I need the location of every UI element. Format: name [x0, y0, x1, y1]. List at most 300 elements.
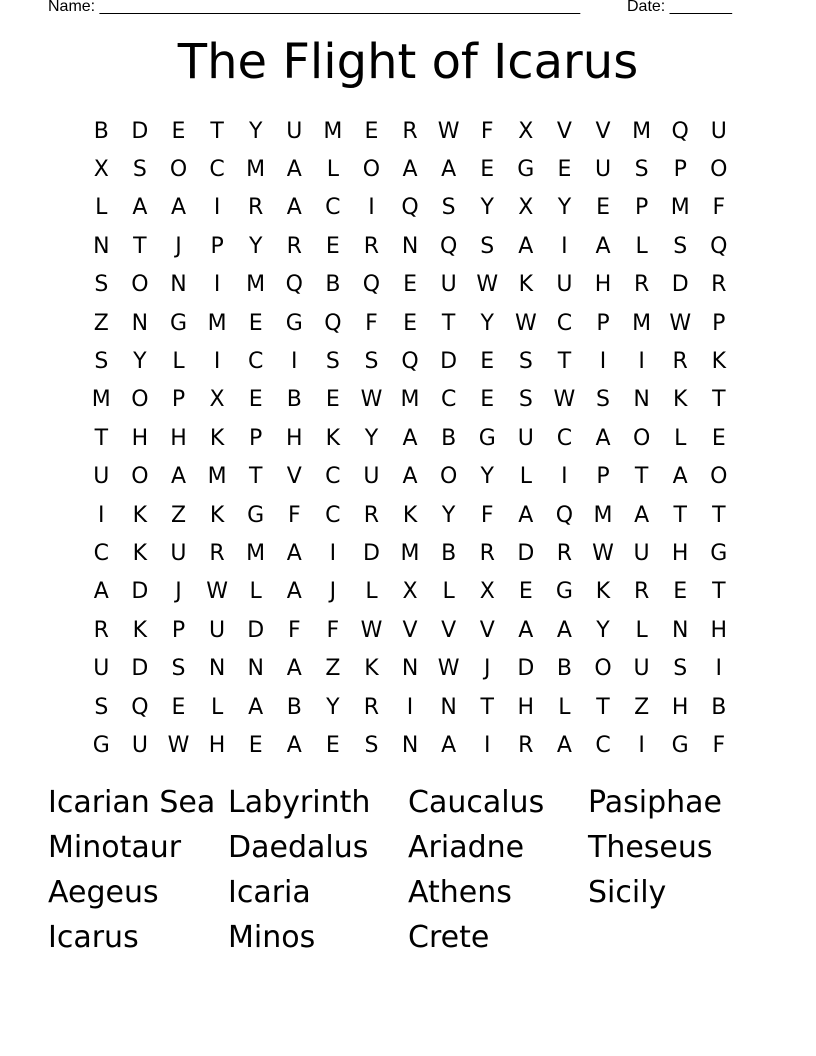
grid-letter: F — [712, 195, 726, 221]
grid-letter: K — [402, 502, 418, 528]
grid-letter: A — [132, 195, 148, 221]
grid-letter: G — [285, 310, 303, 336]
grid-letter: Y — [364, 425, 379, 451]
grid-letter: U — [517, 425, 534, 451]
grid-letter: K — [132, 617, 148, 643]
grid-letter: E — [480, 387, 495, 413]
word-bank-item: Ariadne — [408, 830, 525, 865]
grid-letter: W — [360, 617, 383, 643]
grid-letter: G — [92, 732, 110, 758]
grid-letter: R — [518, 732, 534, 758]
grid-letter: K — [595, 579, 611, 605]
grid-letter: W — [167, 732, 190, 758]
word-bank-item: Crete — [408, 920, 490, 955]
grid-letter: G — [710, 540, 728, 566]
grid-letter: A — [518, 233, 534, 259]
grid-letter: G — [517, 157, 535, 183]
grid-letter: P — [596, 310, 610, 336]
grid-letter: M — [246, 540, 266, 566]
grid-letter: G — [247, 502, 265, 528]
grid-letter: N — [633, 387, 650, 413]
grid-letter: R — [363, 694, 380, 720]
grid-letter: C — [209, 157, 225, 183]
grid-letter: Y — [248, 233, 263, 259]
grid-letter: I — [213, 195, 221, 221]
grid-row — [82, 266, 738, 304]
grid-letter: E — [403, 272, 417, 298]
grid-letter: S — [325, 349, 340, 375]
grid-letter: N — [247, 656, 264, 682]
grid-letter: T — [133, 233, 147, 259]
grid-letter: B — [711, 694, 727, 720]
grid-letter: E — [480, 349, 495, 375]
grid-letter: C — [325, 502, 341, 528]
word-bank-item: Minos — [228, 920, 316, 955]
grid-letter: R — [402, 118, 418, 144]
word-bank-item: Sicily — [588, 875, 667, 910]
grid-letter: E — [325, 387, 340, 413]
grid-letter: L — [326, 157, 339, 183]
grid-letter: D — [131, 656, 149, 682]
grid-letter: Z — [93, 310, 109, 336]
grid-letter: Y — [480, 310, 494, 336]
grid-letter: X — [209, 387, 225, 413]
grid-letter: B — [286, 694, 302, 720]
grid-row — [82, 381, 738, 419]
grid-letter: A — [286, 579, 302, 605]
grid-letter: V — [479, 617, 495, 643]
grid-letter: B — [556, 656, 572, 682]
grid-letter: E — [248, 310, 263, 336]
grid-letter: K — [518, 272, 534, 298]
grid-letter: K — [132, 502, 148, 528]
grid-letter: A — [170, 195, 187, 221]
grid-letter: U — [633, 656, 650, 682]
grid-letter: I — [599, 349, 607, 375]
grid-letter: T — [210, 118, 224, 144]
grid-letter: S — [364, 732, 379, 758]
grid-letter: S — [673, 233, 688, 259]
grid-letter: A — [402, 464, 418, 490]
grid-letter: V — [286, 464, 302, 490]
grid-letter: O — [710, 157, 728, 183]
grid-letter: R — [556, 540, 573, 566]
word-bank-item: Labyrinth — [228, 785, 371, 820]
word-bank-item: Minotaur — [48, 830, 182, 865]
grid-letter: U — [286, 118, 303, 144]
grid-letter: Y — [133, 349, 147, 375]
grid-letter: Q — [710, 233, 728, 259]
grid-letter: T — [94, 425, 109, 451]
grid-row — [82, 227, 738, 265]
grid-letter: F — [287, 617, 301, 643]
grid-letter: U — [93, 464, 110, 490]
grid-letter: O — [131, 464, 149, 490]
grid-letter: S — [596, 387, 610, 413]
grid-letter: E — [518, 579, 533, 605]
grid-letter: X — [479, 579, 495, 605]
page-title: The Flight of Icarus — [177, 34, 639, 90]
grid-letter: Q — [555, 502, 574, 528]
grid-letter: O — [439, 464, 458, 490]
grid-letter: E — [711, 425, 726, 451]
grid-letter: A — [672, 464, 688, 490]
grid-letter: A — [286, 732, 302, 758]
word-search-grid — [82, 112, 738, 765]
grid-letter: S — [480, 233, 495, 259]
grid-letter: A — [595, 233, 611, 259]
grid-letter: K — [132, 540, 148, 566]
grid-letter: E — [403, 310, 417, 336]
grid-letter: U — [209, 617, 226, 643]
grid-letter: O — [131, 272, 149, 298]
grid-letter: N — [93, 233, 110, 259]
grid-letter: A — [286, 157, 302, 183]
grid-letter: L — [95, 195, 108, 221]
grid-letter: I — [638, 732, 645, 758]
grid-letter: A — [441, 732, 457, 758]
grid-letter: A — [441, 157, 457, 183]
grid-letter: F — [287, 502, 301, 528]
grid-row — [82, 342, 738, 380]
grid-letter: R — [479, 540, 495, 566]
grid-letter: W — [553, 387, 576, 413]
grid-letter: J — [175, 233, 182, 259]
grid-letter: L — [635, 617, 648, 643]
grid-letter: H — [285, 425, 303, 451]
grid-letter: E — [248, 387, 263, 413]
grid-letter: M — [207, 310, 227, 336]
grid-letter: Y — [326, 694, 340, 720]
grid-letter: I — [98, 502, 105, 528]
grid-letter: R — [93, 617, 109, 643]
grid-letter: H — [208, 732, 226, 758]
grid-letter: A — [556, 732, 572, 758]
grid-letter: T — [557, 349, 572, 375]
grid-letter: M — [632, 310, 652, 336]
grid-letter: Q — [671, 118, 689, 144]
grid-letter: N — [671, 617, 689, 643]
grid-letter: H — [517, 694, 535, 720]
grid-letter: B — [93, 118, 109, 144]
grid-letter: A — [248, 694, 264, 720]
grid-letter: A — [286, 195, 302, 221]
grid-letter: N — [440, 694, 457, 720]
grid-letter: Q — [401, 195, 419, 221]
word-bank — [48, 780, 768, 960]
grid-letter: S — [518, 349, 533, 375]
grid-letter: A — [518, 617, 534, 643]
grid-letter: E — [325, 233, 340, 259]
grid-letter: Y — [480, 195, 494, 221]
grid-letter: C — [556, 310, 573, 336]
grid-letter: U — [440, 272, 457, 298]
grid-letter: M — [400, 540, 420, 566]
grid-letter: R — [363, 233, 380, 259]
grid-letter: A — [286, 540, 302, 566]
grid-letter: E — [171, 118, 186, 144]
grid-row — [82, 726, 738, 764]
grid-letter: I — [638, 349, 645, 375]
grid-letter: L — [674, 425, 687, 451]
grid-letter: E — [325, 732, 340, 758]
grid-letter: R — [672, 349, 688, 375]
grid-letter: N — [131, 310, 149, 336]
grid-letter: K — [209, 502, 225, 528]
grid-letter: A — [170, 464, 187, 490]
grid-letter: A — [286, 656, 302, 682]
grid-letter: R — [248, 195, 264, 221]
grid-letter: I — [561, 464, 568, 490]
grid-letter: W — [437, 656, 460, 682]
grid-row — [82, 189, 738, 227]
grid-letter: E — [596, 195, 610, 221]
grid-letter: O — [632, 425, 651, 451]
grid-letter: S — [634, 157, 649, 183]
grid-letter: U — [594, 157, 612, 183]
grid-letter: Z — [634, 694, 650, 720]
grid-letter: T — [712, 579, 726, 605]
grid-letter: U — [710, 118, 727, 144]
grid-letter: D — [671, 272, 689, 298]
grid-letter: F — [712, 732, 726, 758]
grid-letter: W — [476, 272, 499, 298]
grid-letter: P — [634, 195, 649, 221]
grid-letter: Y — [557, 195, 572, 221]
grid-letter: I — [368, 195, 375, 221]
grid-letter: J — [175, 579, 182, 605]
grid-letter: C — [556, 425, 573, 451]
grid-row — [82, 534, 738, 572]
grid-letter: U — [363, 464, 380, 490]
grid-row — [82, 419, 738, 457]
grid-letter: G — [169, 310, 188, 336]
grid-letter: M — [323, 118, 343, 144]
grid-letter: X — [93, 157, 109, 183]
grid-letter: I — [213, 349, 221, 375]
grid-letter: Y — [480, 464, 494, 490]
grid-letter: H — [594, 272, 612, 298]
grid-letter: R — [711, 272, 727, 298]
grid-letter: Q — [285, 272, 303, 298]
grid-letter: E — [480, 157, 495, 183]
grid-letter: P — [249, 425, 263, 451]
grid-letter: B — [325, 272, 341, 298]
grid-letter: F — [480, 502, 494, 528]
grid-letter: H — [131, 425, 149, 451]
grid-letter: N — [401, 656, 419, 682]
grid-letter: L — [442, 579, 455, 605]
grid-letter: W — [514, 310, 537, 336]
grid-letter: C — [325, 195, 341, 221]
grid-letter: S — [171, 656, 186, 682]
grid-letter: C — [325, 464, 341, 490]
grid-letter: W — [206, 579, 228, 605]
grid-letter: Y — [441, 502, 456, 528]
grid-letter: H — [170, 425, 187, 451]
grid-letter: R — [363, 502, 380, 528]
grid-letter: H — [710, 617, 728, 643]
grid-letter: O — [362, 157, 381, 183]
grid-letter: U — [93, 656, 110, 682]
grid-letter: Y — [248, 118, 263, 144]
grid-letter: A — [595, 425, 611, 451]
grid-letter: N — [401, 732, 419, 758]
grid-row — [82, 649, 738, 687]
grid-row — [82, 458, 738, 496]
word-bank-item: Aegeus — [48, 875, 159, 910]
grid-letter: B — [441, 540, 457, 566]
grid-letter: D — [131, 118, 149, 144]
grid-letter: M — [91, 387, 111, 413]
grid-letter: D — [131, 579, 149, 605]
grid-letter: I — [291, 349, 298, 375]
word-bank-item: Caucalus — [408, 785, 545, 820]
grid-letter: X — [518, 195, 534, 221]
grid-letter: I — [329, 540, 337, 566]
grid-letter: P — [596, 464, 610, 490]
grid-letter: V — [441, 617, 457, 643]
grid-letter: R — [633, 272, 650, 298]
grid-letter: E — [557, 157, 572, 183]
grid-letter: T — [634, 464, 649, 490]
grid-letter: S — [132, 157, 147, 183]
grid-letter: I — [213, 272, 221, 298]
grid-letter: D — [440, 349, 458, 375]
grid-letter: W — [669, 310, 692, 336]
grid-letter: N — [208, 656, 226, 682]
grid-row — [82, 304, 738, 342]
grid-letter: N — [170, 272, 187, 298]
grid-letter: D — [517, 540, 535, 566]
grid-letter: M — [207, 464, 227, 490]
grid-row — [82, 573, 738, 611]
grid-letter: P — [210, 233, 224, 259]
grid-letter: O — [169, 157, 188, 183]
grid-letter: K — [209, 425, 225, 451]
grid-letter: Z — [325, 656, 341, 682]
grid-letter: G — [555, 579, 573, 605]
grid-letter: C — [93, 540, 109, 566]
grid-letter: U — [556, 272, 573, 298]
grid-letter: B — [286, 387, 302, 413]
grid-letter: T — [712, 387, 726, 413]
word-bank-item: Daedalus — [228, 830, 369, 865]
grid-letter: R — [286, 233, 302, 259]
grid-letter: F — [480, 118, 494, 144]
grid-letter: T — [441, 310, 456, 336]
grid-letter: A — [634, 502, 650, 528]
grid-letter: T — [480, 694, 494, 720]
name-field-label: Name: ______________________________________________________ — [48, 0, 581, 15]
grid-letter: A — [93, 579, 109, 605]
grid-row — [82, 496, 738, 534]
grid-letter: D — [362, 540, 380, 566]
grid-letter: M — [246, 157, 266, 183]
grid-letter: S — [518, 387, 533, 413]
grid-letter: Q — [401, 349, 419, 375]
grid-letter: K — [325, 425, 341, 451]
grid-letter: S — [94, 272, 109, 298]
grid-letter: Q — [131, 694, 149, 720]
grid-letter: F — [326, 617, 340, 643]
grid-letter: R — [633, 579, 650, 605]
grid-letter: Q — [439, 233, 458, 259]
grid-letter: Q — [324, 310, 342, 336]
grid-letter: I — [561, 233, 568, 259]
grid-letter: V — [402, 617, 418, 643]
grid-letter: U — [170, 540, 187, 566]
grid-letter: E — [171, 694, 186, 720]
grid-row — [82, 150, 738, 188]
grid-letter: H — [671, 694, 689, 720]
grid-letter: H — [671, 540, 689, 566]
grid-letter: B — [441, 425, 457, 451]
grid-letter: I — [483, 732, 491, 758]
grid-letter: X — [402, 579, 418, 605]
grid-letter: E — [364, 118, 379, 144]
grid-letter: Y — [596, 617, 610, 643]
grid-letter: O — [131, 387, 149, 413]
grid-letter: K — [711, 349, 727, 375]
grid-letter: A — [556, 617, 572, 643]
grid-letter: A — [402, 425, 418, 451]
grid-letter: E — [673, 579, 688, 605]
grid-row — [82, 112, 738, 150]
grid-letter: I — [715, 656, 723, 682]
grid-letter: J — [329, 579, 337, 605]
grid-letter: M — [593, 502, 613, 528]
word-bank-item: Icarus — [48, 920, 139, 955]
grid-letter: V — [595, 118, 611, 144]
grid-letter: K — [364, 656, 379, 682]
grid-letter: M — [632, 118, 652, 144]
grid-letter: P — [673, 157, 687, 183]
grid-letter: M — [400, 387, 420, 413]
grid-letter: C — [440, 387, 457, 413]
grid-letter: E — [248, 732, 263, 758]
grid-letter: A — [518, 502, 534, 528]
grid-letter: C — [595, 732, 611, 758]
grid-letter: T — [248, 464, 263, 490]
grid-letter: D — [247, 617, 265, 643]
word-bank-item: Icaria — [228, 875, 311, 910]
grid-letter: N — [401, 233, 419, 259]
grid-letter: K — [672, 387, 688, 413]
grid-letter: R — [209, 540, 225, 566]
grid-letter: O — [594, 656, 612, 682]
grid-letter: S — [441, 195, 456, 221]
date-field-label: Date: _______ — [627, 0, 732, 15]
grid-letter: O — [710, 464, 728, 490]
grid-letter: M — [246, 272, 266, 298]
grid-letter: G — [478, 425, 496, 451]
grid-row — [82, 688, 738, 726]
grid-letter: U — [131, 732, 148, 758]
grid-letter: F — [365, 310, 378, 336]
grid-letter: M — [670, 195, 690, 221]
grid-letter: A — [402, 157, 418, 183]
word-bank-item: Athens — [408, 875, 512, 910]
grid-letter: L — [172, 349, 185, 375]
grid-letter: L — [210, 694, 224, 720]
grid-letter: W — [592, 540, 614, 566]
grid-letter: T — [673, 502, 687, 528]
word-bank-item: Icarian Sea — [48, 785, 216, 820]
grid-letter: S — [94, 349, 109, 375]
grid-letter: L — [249, 579, 262, 605]
grid-letter: T — [596, 694, 610, 720]
